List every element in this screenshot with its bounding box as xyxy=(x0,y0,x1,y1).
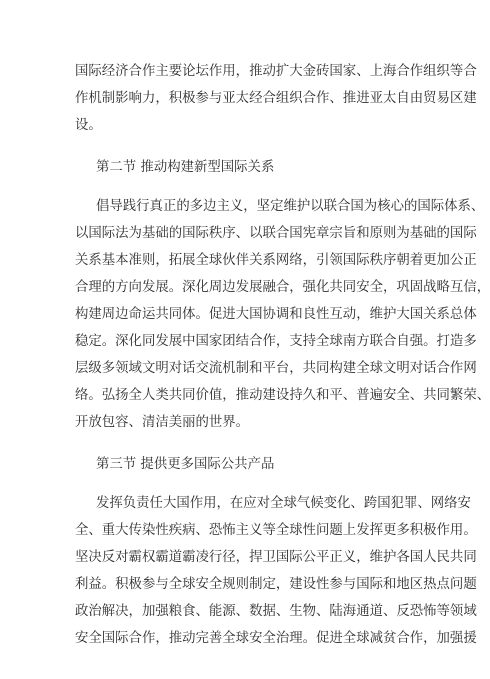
paragraph-line: 设。 xyxy=(75,118,102,133)
paragraph-line: 关系基本准则，拓展全球伙伴关系网络，引领国际秩序朝着更加公正 xyxy=(75,253,477,268)
section-heading: 第二节 推动构建新型国际关系 xyxy=(96,160,275,175)
paragraph-line: 利益。积极参与全球安全规则制定，建设性参与国际和地区热点问题 xyxy=(75,577,477,592)
section-heading: 第三节 提供更多国际公共产品 xyxy=(96,457,275,472)
paragraph-line: 稳定。深化同发展中国家团结合作，支持全球南方联合自强。打造多 xyxy=(75,334,477,349)
paragraph-line: 坚决反对霸权霸道霸凌行径，捍卫国际公平正义，维护各国人民共同 xyxy=(75,550,477,565)
paragraph-line: 国际经济合作主要论坛作用，推动扩大金砖国家、上海合作组织等合 xyxy=(75,64,477,79)
paragraph-line: 络。弘扬全人类共同价值，推动建设持久和平、普遍安全、共同繁荣、 xyxy=(75,388,490,403)
paragraph-line: 以国际法为基础的国际秩序、以联合国宪章宗旨和原则为基础的国际 xyxy=(75,226,477,241)
paragraph-line: 全、重大传染性疾病、恐怖主义等全球性问题上发挥更多积极作用。 xyxy=(75,523,477,538)
paragraph-line: 政治解决，加强粮食、能源、数据、生物、陆海通道、反恐怖等领域 xyxy=(75,604,477,619)
paragraph-line: 层级多领域文明对话交流机制和平台，共同构建全球文明对话合作网 xyxy=(75,361,477,376)
paragraph-line: 发挥负责任大国作用，在应对全球气候变化、跨国犯罪、网络安 xyxy=(96,496,471,511)
paragraph-line: 作机制影响力，积极参与亚太经合组织合作、推进亚太自由贸易区建 xyxy=(75,91,477,106)
paragraph-line: 安全国际合作，推动完善全球安全治理。促进全球减贫合作，加强援 xyxy=(75,631,477,646)
paragraph-line: 倡导践行真正的多边主义，坚定维护以联合国为核心的国际体系、 xyxy=(96,199,485,214)
paragraph-line: 合理的方向发展。深化周边发展融合，强化共同安全，巩固战略互信， xyxy=(75,280,490,295)
paragraph-line: 开放包容、清洁美丽的世界。 xyxy=(75,415,250,430)
paragraph-line: 构建周边命运共同体。促进大国协调和良性互动，维护大国关系总体 xyxy=(75,307,477,322)
